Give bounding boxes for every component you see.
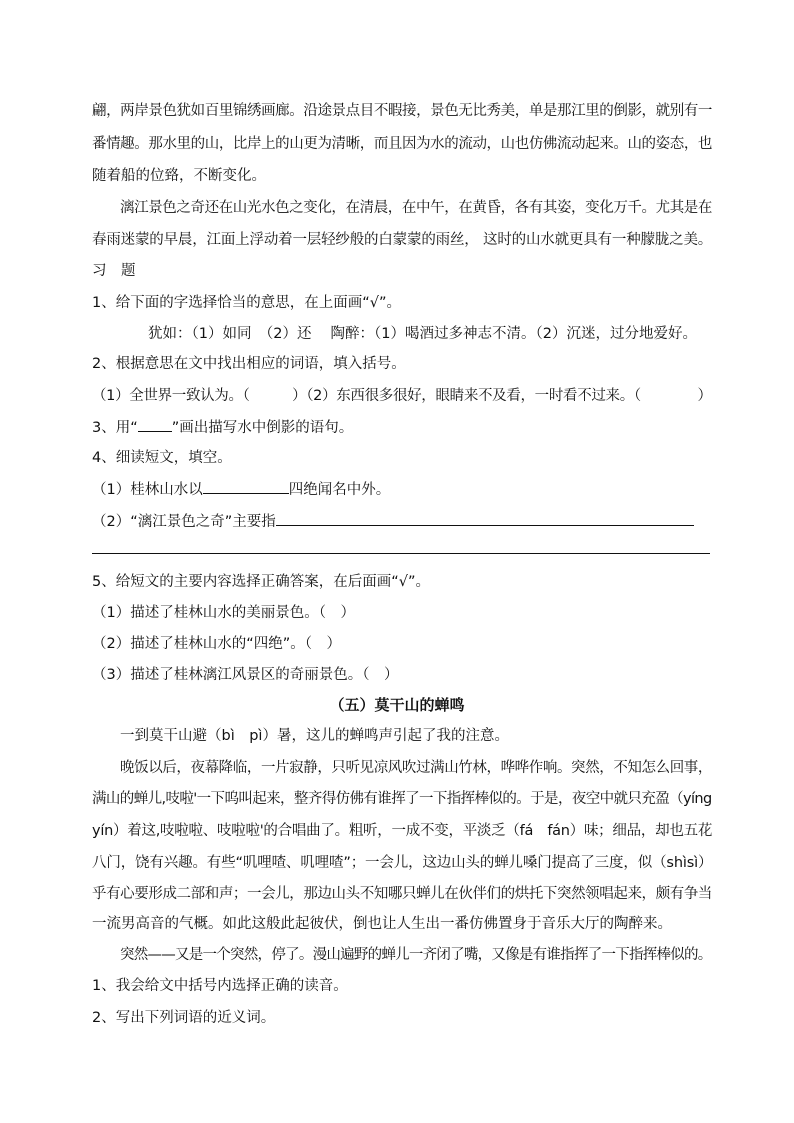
fill-suffix: 四绝闻名中外。 [288, 482, 391, 498]
question-1: 1、我会给文中括号内选择正确的读音。 [92, 978, 348, 994]
passage-line: 八门，饶有兴趣。有些“叽哩喳、叽哩喳”；一会儿，这边山头的蝉儿嗓门提高了三度，似（shìsì） [92, 855, 713, 871]
question-5-option-3: （3）描述了桂林漓江风景区的奇丽景色。（ ） [92, 667, 399, 683]
fill-blank[interactable] [276, 511, 694, 526]
question-2: 2、写出下列词语的近义词。 [92, 1010, 276, 1026]
fill-prefix: （2）“漓江景色之奇”主要指 [92, 514, 276, 530]
question-5-option-2: （2）描述了桂林山水的“四绝”。（ ） [92, 636, 341, 652]
passage-line: yín）着这,吱啦啦、吱啦啦'的合唱曲了。粗听，一成不变，平淡乏（fá fán）味；细品，却也五花 [92, 823, 713, 839]
question-4-item-1 [92, 479, 390, 500]
question-3 [92, 417, 353, 438]
passage-line: 番情趣。那水里的山，比岸上的山更为清晰，而且因为水的流动，山也仿佛流动起来。山的姿态，也 [92, 136, 712, 152]
question-1: 1、给下面的字选择恰当的意思，在上面画“√”。 [92, 295, 401, 311]
passage-line: 乎有心要形成二部和声；一会儿，那边山头不知哪只蝉儿在伙伴们的烘托下突然领唱起来，颇有争当 [92, 886, 712, 902]
fill-blank[interactable] [203, 479, 289, 494]
answer-line[interactable] [92, 553, 710, 554]
underline-sample [138, 417, 172, 432]
passage-line: 晚饭以后，夜幕降临，一片寂静，只听见凉风吹过满山竹林，哗哗作响。突然，不知怎么回事， [120, 760, 712, 776]
passage-line: 春雨迷蒙的早晨，江面上浮动着一层轻纱般的白蒙蒙的雨丝， 这时的山水就更具有一种朦胧之美。 [92, 232, 713, 248]
exercise-heading: 习 题 [92, 263, 136, 279]
passage-line: 随着船的位臵，不断变化。 [92, 168, 266, 184]
question-5-option-1: （1）描述了桂林山水的美丽景色。（ ） [92, 605, 355, 621]
passage-line: 翩，两岸景色犹如百里锦绣画廊。沿途景点目不暇接，景色无比秀美，单是那江里的倒影，就别有一 [92, 103, 712, 119]
passage-line: 一到莫干山避（bì pì）暑，这儿的蝉鸣声引起了我的注意。 [120, 728, 509, 744]
passage-title: （五）莫干山的蝉鸣 [329, 696, 465, 714]
question-2: 2、根据意思在文中找出相应的词语，填入括号。 [92, 356, 406, 372]
question-3-start: 3、用“ [92, 420, 138, 436]
question-2-items: （1）全世界一致认为。（ ）（2）东西很多很好，眼睛来不及看，一时看不过来。（ ） [92, 388, 712, 404]
passage-line: 一流男高音的气概。如此这般此起彼伏，倒也让人生出一番仿佛置身于音乐大厅的陶醉来。 [92, 916, 672, 932]
question-4-item-2 [92, 511, 694, 532]
question-3-end: ”画出描写水中倒影的语句。 [171, 420, 354, 436]
question-4: 4、细读短文，填空。 [92, 450, 232, 466]
question-1-options: 犹如：（1）如同 （2）还 陶醉：（1）喝酒过多神志不清。（2）沉迷，过分地爱好。 [148, 326, 698, 342]
passage-line: 突然——又是一个突然，停了。漫山遍野的蝉儿一齐闭了嘴，又像是有谁指挥了一下指挥棒似的。 [120, 947, 712, 963]
question-5: 5、给短文的主要内容选择正确答案，在后面画“√”。 [92, 574, 430, 590]
fill-prefix: （1）桂林山水以 [92, 482, 203, 498]
passage-line: 漓江景色之奇还在山光水色之变化，在清晨，在中午，在黄昏，各有其姿，变化万千。尤其是在 [120, 200, 712, 216]
passage-line: 满山的蝉儿,吱啦'一下呜叫起来，整齐得仿佛有谁挥了一下指挥棒似的。于是，夜空中就只充盈（yíng [92, 791, 712, 807]
